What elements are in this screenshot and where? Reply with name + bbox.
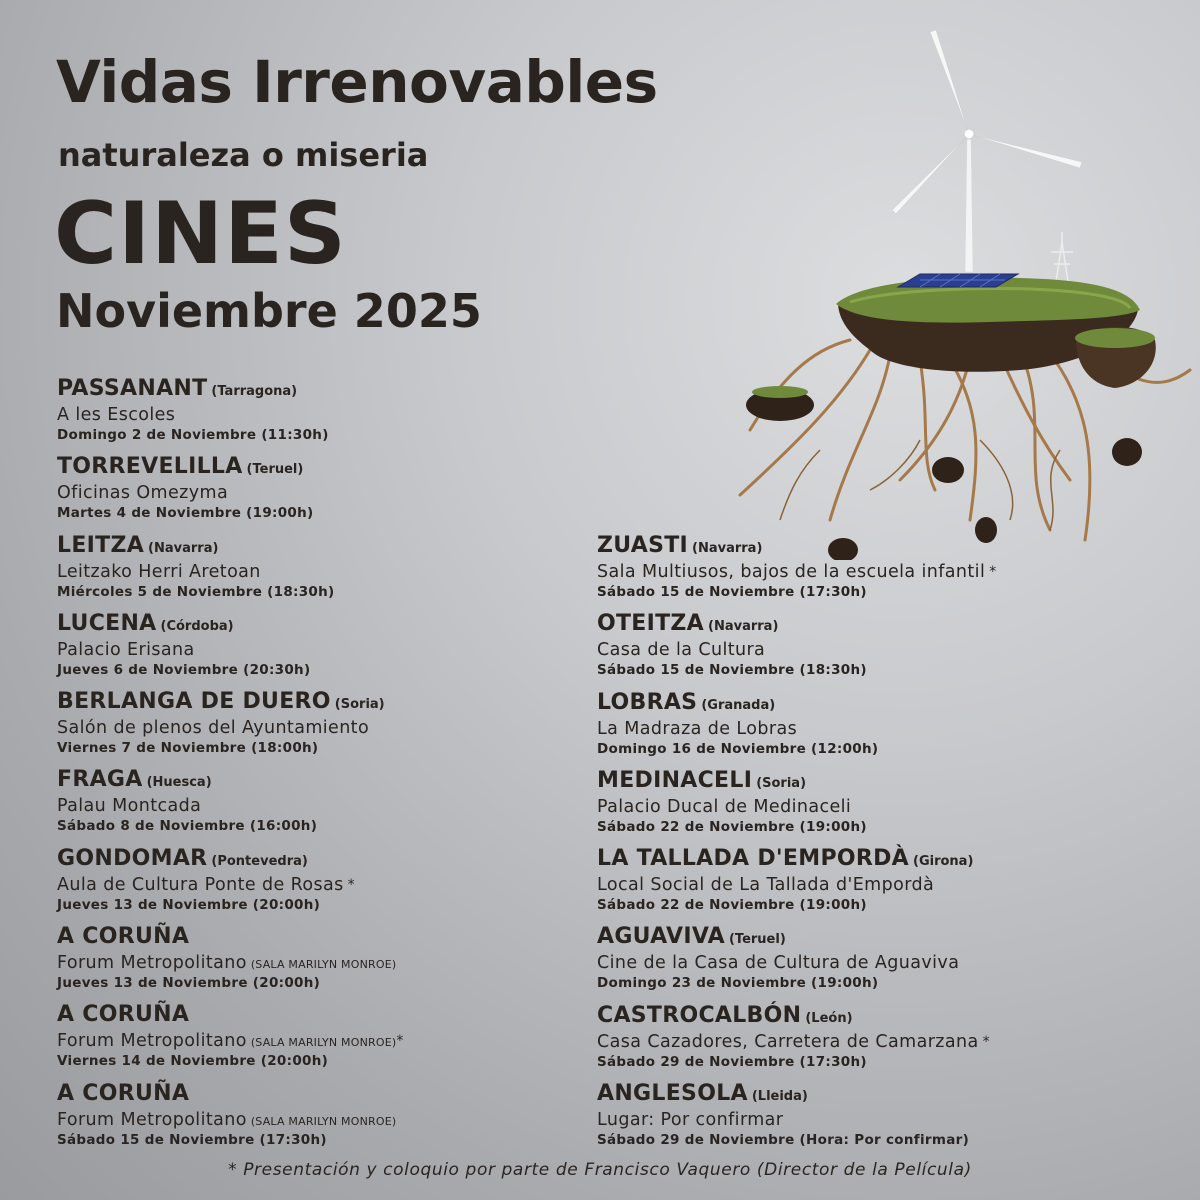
event-date: Domingo 16 de Noviembre (12:00h) — [597, 740, 879, 757]
event-city: A CORUÑA — [57, 1080, 190, 1106]
event-venue: Forum Metropolitano — [57, 1031, 247, 1052]
event-date: Domingo 2 de Noviembre (11:30h) — [57, 427, 329, 443]
event-item — [57, 846, 577, 924]
event-city: MEDINACELI — [597, 767, 753, 793]
event-date: Sábado 8 de Noviembre (16:00h) — [57, 818, 318, 835]
event-item — [597, 924, 1157, 1002]
event-date: Sábado 15 de Noviembre (17:30h) — [597, 584, 867, 600]
event-province: (Lleida) — [751, 1089, 808, 1105]
event-city: TORREVELILLA — [57, 454, 243, 480]
event-venue: Leitzako Herri Aretoan — [57, 561, 261, 582]
event-province: (Granada) — [701, 697, 776, 713]
event-venue: Forum Metropolitano — [57, 953, 247, 974]
event-item — [57, 376, 577, 454]
event-province: (Girona) — [913, 854, 974, 870]
event-item — [57, 924, 577, 1002]
event-city: LEITZA — [57, 532, 145, 558]
event-province: (León) — [805, 1010, 853, 1026]
event-venue: Lugar: Por confirmar — [597, 1110, 784, 1131]
events-right-column — [597, 533, 1157, 1159]
event-date: Jueves 13 de Noviembre (20:00h) — [57, 975, 321, 992]
event-province: (Córdoba) — [160, 618, 234, 634]
event-item — [597, 768, 1157, 846]
event-province: (Navarra) — [148, 540, 219, 556]
event-room: (SALA MARILYN MONROE) — [250, 1114, 397, 1128]
page-title: Vidas Irrenovables — [56, 48, 658, 116]
event-date: Viernes 14 de Noviembre (20:00h) — [57, 1053, 329, 1070]
event-star: * — [347, 876, 356, 893]
event-city: A CORUÑA — [57, 924, 190, 950]
event-date: Sábado 22 de Noviembre (19:00h) — [597, 818, 867, 835]
event-province: (Navarra) — [708, 619, 779, 635]
event-room: (SALA MARILYN MONROE) — [250, 1036, 397, 1050]
event-province: (Huesca) — [146, 775, 212, 791]
page-subtitle: naturaleza o miseria — [58, 136, 429, 174]
event-item — [57, 767, 577, 845]
event-item — [597, 690, 1157, 768]
event-star: * — [982, 1033, 991, 1050]
event-city: PASSANANT — [57, 376, 208, 401]
event-venue: Palacio Ducal de Medinaceli — [597, 796, 852, 817]
event-province: (Soria) — [334, 697, 385, 713]
wind-turbine-icon — [892, 30, 1082, 272]
event-item — [57, 1081, 577, 1159]
events-left-column — [57, 376, 577, 1159]
event-venue: Forum Metropolitano — [57, 1109, 247, 1130]
cines-heading: CINES — [54, 184, 347, 284]
event-city: CASTROCALBÓN — [597, 1002, 802, 1028]
event-date: Sábado 15 de Noviembre (18:30h) — [597, 662, 867, 679]
event-city: OTEITZA — [597, 611, 705, 637]
event-venue: Palacio Erisana — [57, 639, 195, 660]
event-city: LOBRAS — [597, 689, 698, 715]
event-city: LUCENA — [57, 610, 157, 636]
event-city: GONDOMAR — [57, 845, 208, 871]
month-heading: Noviembre 2025 — [56, 284, 482, 338]
event-venue: Palau Montcada — [57, 796, 202, 817]
event-item — [597, 1081, 1157, 1159]
event-room: (SALA MARILYN MONROE) — [250, 958, 397, 972]
event-city: LA TALLADA D'EMPORDÀ — [597, 846, 910, 872]
event-date: Domingo 23 de Noviembre (19:00h) — [597, 975, 879, 992]
event-venue: Sala Multiusos, bajos de la escuela infantil — [597, 562, 986, 582]
event-venue: Aula de Cultura Ponte de Rosas — [57, 874, 344, 895]
event-venue: La Madraza de Lobras — [597, 718, 798, 739]
event-city: FRAGA — [57, 767, 143, 793]
event-province: (Teruel) — [728, 932, 786, 948]
event-province: (Pontevedra) — [211, 853, 308, 869]
event-date: Sábado 22 de Noviembre (19:00h) — [597, 897, 867, 914]
event-venue: A les Escoles — [57, 405, 176, 425]
event-item — [597, 533, 1157, 611]
event-province: (Navarra) — [692, 541, 763, 556]
event-item — [57, 1002, 577, 1080]
event-date: Sábado 15 de Noviembre (17:30h) — [57, 1131, 327, 1148]
event-date: Sábado 29 de Noviembre (Hora: Por confirmar) — [597, 1132, 970, 1149]
event-city: A CORUÑA — [57, 1002, 190, 1028]
event-venue: Local Social de La Tallada d'Empordà — [597, 875, 935, 896]
event-venue: Oficinas Omezyma — [57, 483, 229, 504]
event-venue: Cine de la Casa de Cultura de Aguaviva — [597, 953, 960, 974]
event-venue: Salón de plenos del Ayuntamiento — [57, 718, 370, 739]
event-item — [597, 846, 1157, 924]
event-city: BERLANGA DE DUERO — [57, 689, 331, 715]
event-city: AGUAVIVA — [597, 924, 725, 950]
event-item — [57, 533, 577, 611]
event-item — [57, 611, 577, 689]
footnote: * Presentación y coloquio por parte de Francisco Vaquero (Director de la Película) — [228, 1160, 972, 1180]
event-date: Jueves 6 de Noviembre (20:30h) — [57, 661, 311, 678]
event-item — [597, 611, 1157, 689]
event-item — [57, 454, 577, 532]
event-item — [57, 689, 577, 767]
event-date: Martes 4 de Noviembre (19:00h) — [57, 505, 314, 522]
event-province: (Teruel) — [246, 462, 304, 478]
event-city: ZUASTI — [597, 533, 689, 558]
event-city: ANGLESOLA — [597, 1081, 748, 1107]
event-venue: Casa Cazadores, Carretera de Camarzana — [597, 1031, 979, 1052]
event-date: Viernes 7 de Noviembre (18:00h) — [57, 740, 319, 757]
power-pylon-icon — [1051, 232, 1073, 282]
event-date: Miércoles 5 de Noviembre (18:30h) — [57, 583, 335, 600]
event-item — [597, 1003, 1157, 1081]
event-date: Sábado 29 de Noviembre (17:30h) — [597, 1053, 867, 1070]
event-star: * — [396, 1033, 404, 1050]
event-star: * — [989, 564, 997, 580]
floating-island-illustration — [720, 20, 1200, 560]
event-date: Jueves 13 de Noviembre (20:00h) — [57, 896, 321, 913]
solar-panel-icon — [898, 274, 1018, 287]
event-venue: Casa de la Cultura — [597, 640, 766, 661]
event-province: (Soria) — [756, 775, 807, 791]
event-province: (Tarragona) — [211, 384, 298, 399]
